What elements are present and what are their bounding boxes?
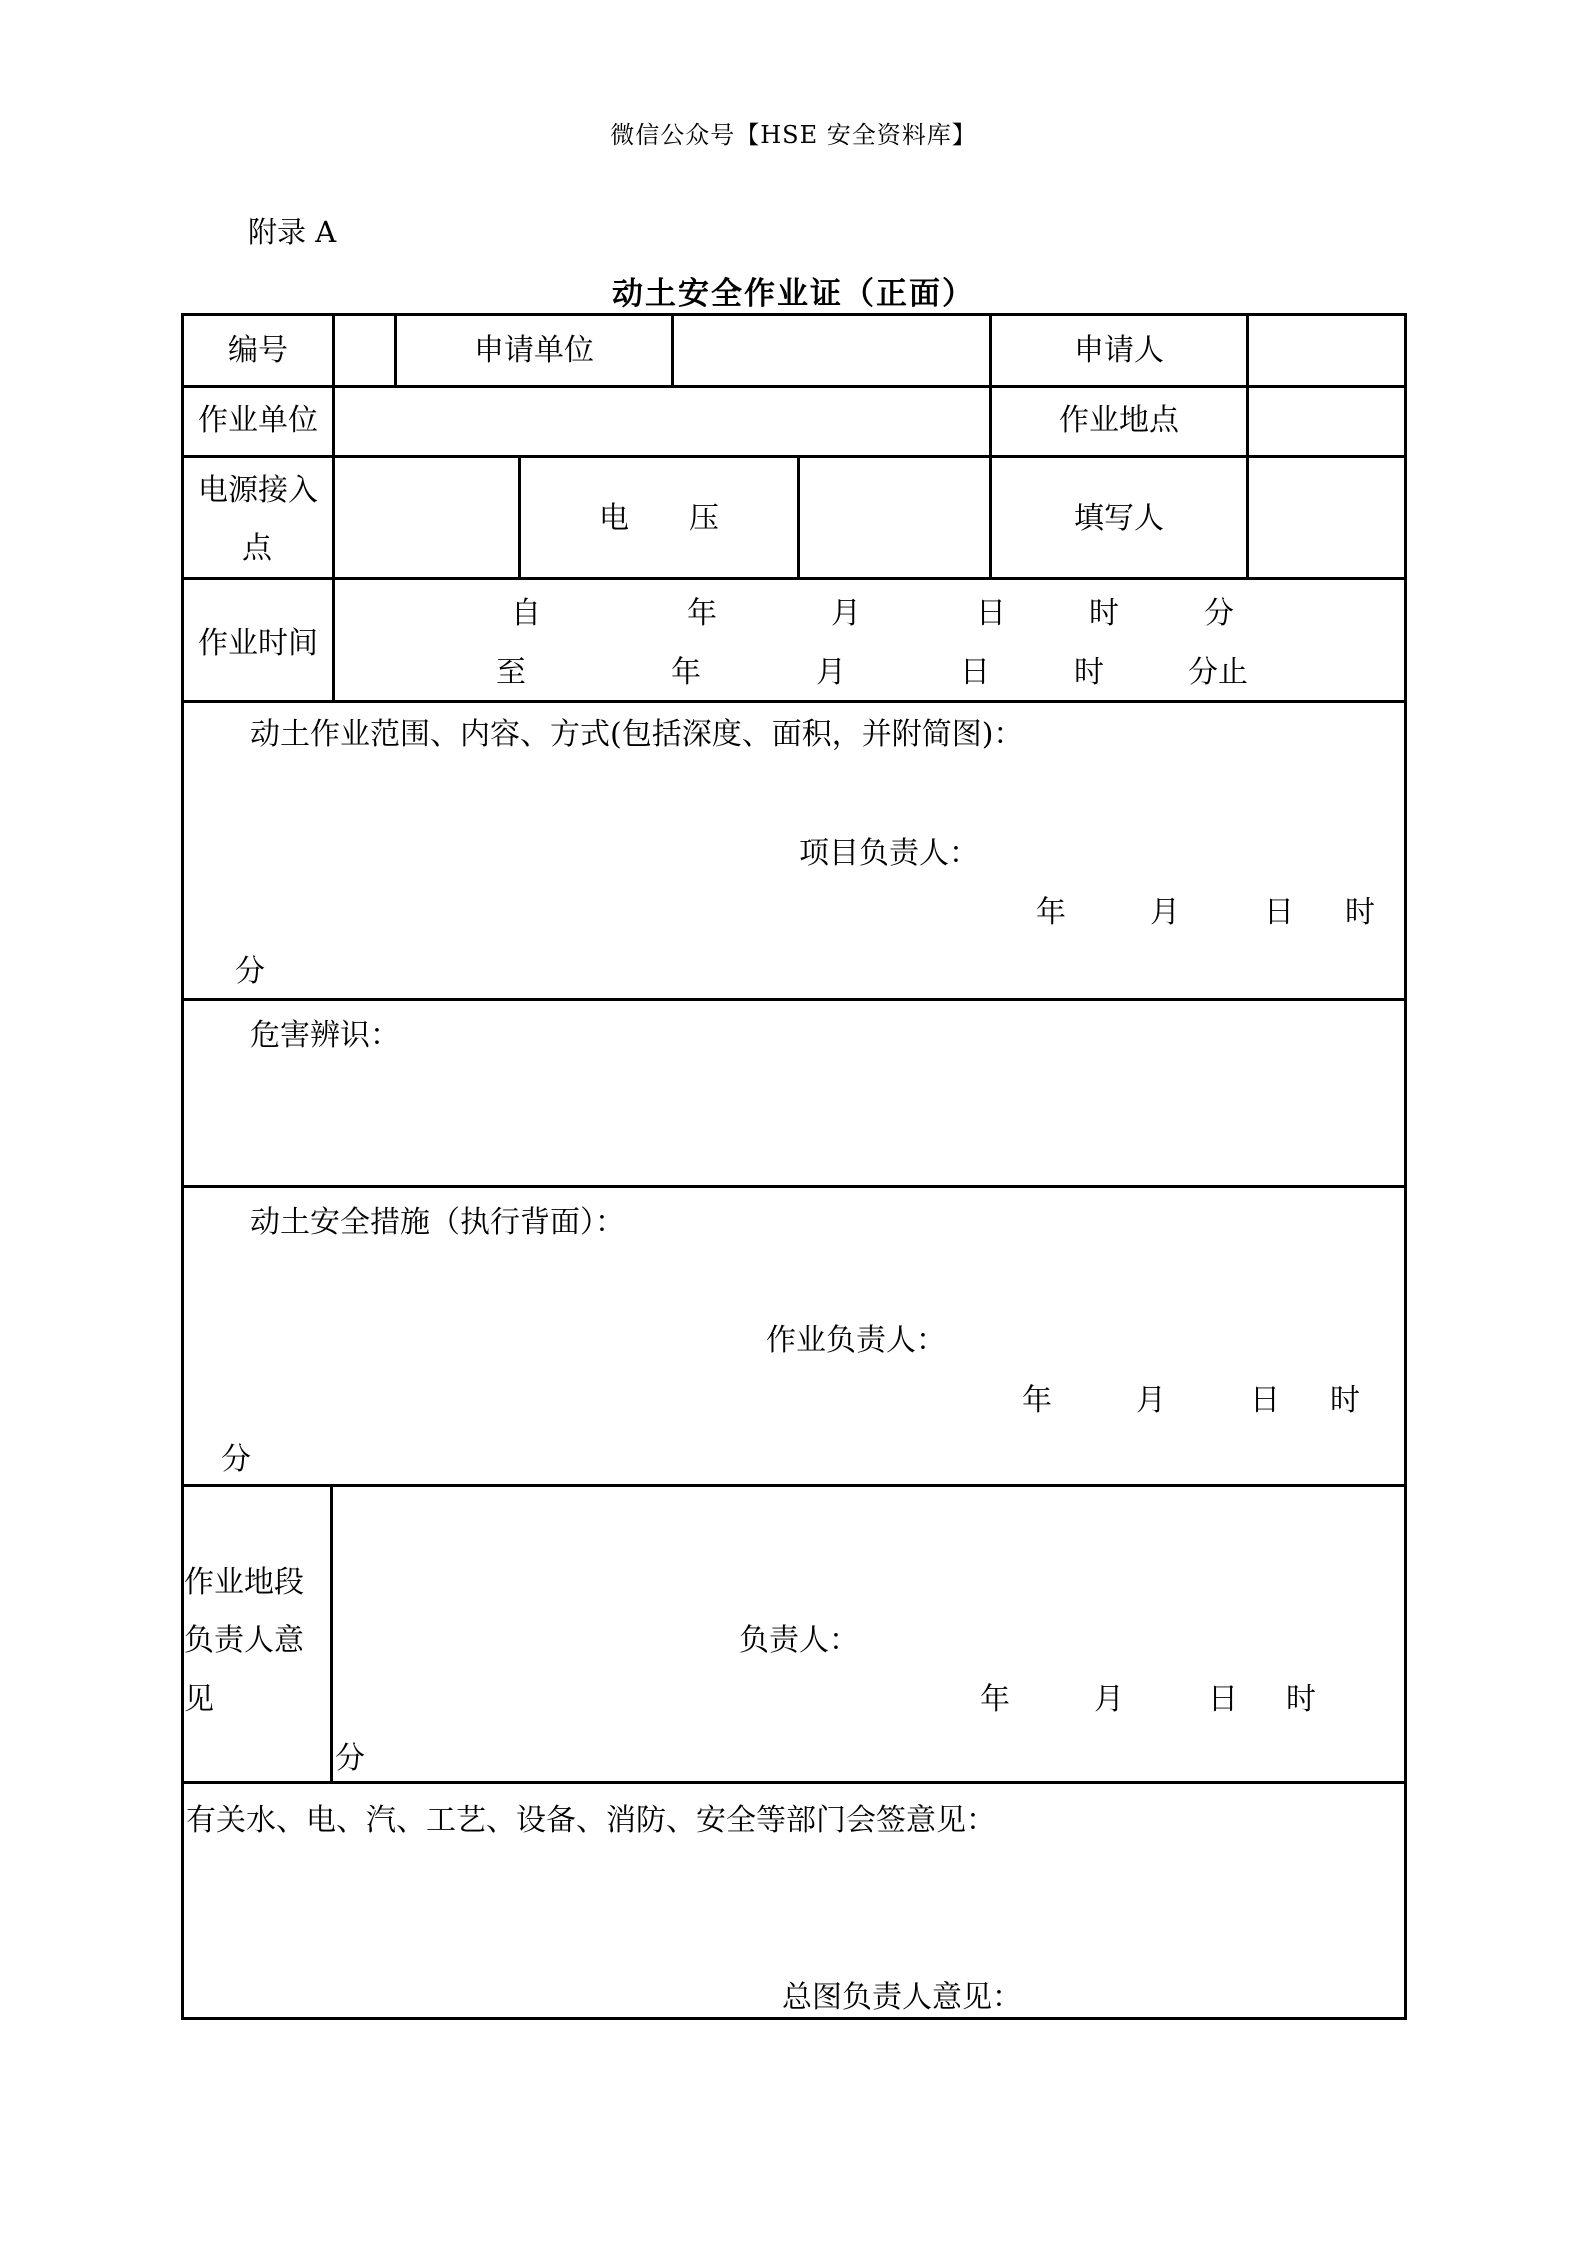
scope-nian: 年 (1036, 895, 1066, 930)
label-shenqing-danwei: 申请单位 (474, 333, 594, 368)
cell-divider (332, 316, 335, 386)
site-ri: 日 (1208, 1682, 1238, 1717)
label-dianyuan-line2: 点 (242, 531, 272, 566)
cell-divider (330, 1485, 333, 1782)
label-dianyuan-line1: 电源接入 (198, 473, 318, 508)
cell-divider (1246, 316, 1249, 386)
measures-ri: 日 (1250, 1383, 1280, 1418)
row-divider (184, 1185, 1404, 1188)
hazard-label: 危害辨识： (250, 1018, 400, 1053)
row-divider (184, 1781, 1404, 1784)
scope-yue: 月 (1150, 895, 1180, 930)
site-fen: 分 (335, 1741, 365, 1776)
site-nian: 年 (980, 1682, 1010, 1717)
measures-label: 动土安全措施（执行背面）： (250, 1205, 625, 1240)
measures-nian: 年 (1022, 1383, 1052, 1418)
cell-divider (671, 316, 674, 386)
cell-divider (1246, 456, 1249, 578)
depts-signer: 总图负责人意见： (782, 1980, 1022, 2015)
cell-divider (332, 578, 335, 701)
time-to-shi: 时 (1074, 655, 1104, 690)
measures-fen: 分 (221, 1442, 251, 1477)
time-from-nian: 年 (687, 596, 717, 631)
site-label-line1: 作业地段 (184, 1565, 304, 1600)
depts-label: 有关水、电、汽、工艺、设备、消防、安全等部门会签意见： (186, 1803, 996, 1838)
label-shenqingren: 申请人 (1074, 333, 1164, 368)
measures-signer: 作业负责人： (766, 1323, 946, 1358)
label-zuoye-shijian: 作业时间 (198, 626, 318, 661)
label-dianya: 电 压 (599, 501, 719, 536)
row-divider (184, 1484, 1404, 1487)
time-from-zi: 自 (511, 596, 541, 631)
row-divider (184, 700, 1404, 703)
time-from-shi: 时 (1089, 596, 1119, 631)
cell-divider (332, 456, 335, 578)
label-zuoye-didian: 作业地点 (1059, 403, 1179, 438)
cell-divider (1246, 386, 1249, 456)
time-to-zhi: 至 (496, 655, 526, 690)
form-title: 动土安全作业证（正面） (612, 276, 975, 312)
row-divider (184, 998, 1404, 1001)
label-zuoye-danwei: 作业单位 (198, 403, 318, 438)
appendix-label: 附录 A (248, 215, 337, 249)
measures-shi: 时 (1330, 1383, 1360, 1418)
time-to-yue: 月 (816, 655, 846, 690)
site-shi: 时 (1286, 1682, 1316, 1717)
time-from-fen: 分 (1204, 596, 1234, 631)
site-yue: 月 (1094, 1682, 1124, 1717)
cell-divider (332, 386, 335, 456)
time-to-fen: 分止 (1188, 655, 1248, 690)
cell-divider (797, 456, 800, 578)
site-label-line2: 负责人意 (184, 1623, 304, 1658)
site-label-line3: 见 (184, 1682, 214, 1717)
scope-ri: 日 (1264, 895, 1294, 930)
scope-label: 动土作业范围、内容、方式(包括深度、面积，并附简图)： (250, 717, 1024, 752)
label-bianhao: 编号 (228, 333, 288, 368)
label-tianxieren: 填写人 (1074, 501, 1164, 536)
time-to-ri: 日 (960, 655, 990, 690)
scope-fen: 分 (235, 954, 265, 989)
site-signer: 负责人： (739, 1623, 859, 1658)
permit-form (181, 313, 1407, 2020)
page-header: 微信公众号【HSE 安全资料库】 (610, 121, 977, 149)
time-from-ri: 日 (976, 596, 1006, 631)
time-to-nian: 年 (671, 655, 701, 690)
row-divider (184, 455, 1404, 458)
row-divider (184, 577, 1404, 580)
measures-yue: 月 (1136, 1383, 1166, 1418)
row-divider (184, 385, 1404, 388)
scope-signer: 项目负责人： (799, 836, 979, 871)
time-from-yue: 月 (831, 596, 861, 631)
scope-shi: 时 (1345, 895, 1375, 930)
